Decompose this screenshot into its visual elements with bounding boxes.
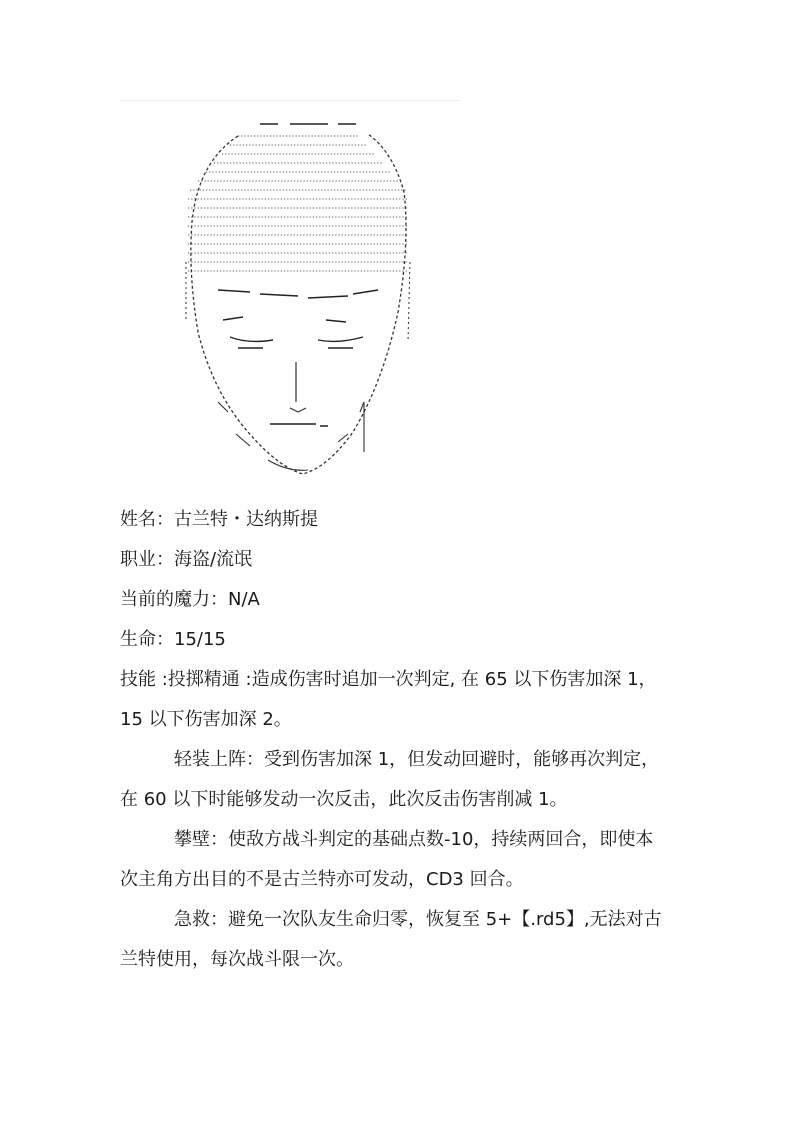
job-line: 职业：海盗/流氓 <box>120 549 253 570</box>
skill1-line1: 技能 :投掷精通 :造成伤害时追加一次判定, 在 65 以下伤害加深 1， <box>120 669 657 690</box>
hp-line: 生命：15/15 <box>120 629 226 650</box>
skill4-line1: 急救：避免一次队友生命归零，恢复至 5+【.rd5】,无法对古 <box>174 909 662 930</box>
skill1-line2: 15 以下伤害加深 2。 <box>120 709 292 730</box>
mouth <box>270 424 328 426</box>
skill3-line1: 攀壁：使敌方战斗判定的基础点数-10，持续两回合，即使本 <box>174 829 654 850</box>
character-sheet <box>120 500 690 980</box>
skill3-line2: 次主角方出目的不是古兰特亦可发动，CD3 回合。 <box>120 869 524 890</box>
skill2-line1: 轻装上阵：受到伤害加深 1，但发动回避时，能够再次判定， <box>174 749 660 770</box>
head-outline <box>191 134 406 474</box>
right-eyebrow <box>308 290 378 298</box>
left-eye <box>223 317 273 348</box>
right-eye <box>318 320 363 348</box>
nose <box>290 362 306 412</box>
skill4-line2: 兰特使用，每次战斗限一次。 <box>120 949 354 970</box>
magic-line: 当前的魔力：N/A <box>120 589 260 610</box>
top-divider <box>120 100 460 101</box>
hair-texture <box>188 136 408 271</box>
skill2-line2: 在 60 以下时能够发动一次反击，此次反击伤害削减 1。 <box>120 789 568 810</box>
name-line: 姓名：古兰特・达纳斯提 <box>120 509 318 530</box>
ascii-art-portrait <box>178 112 428 484</box>
left-eyebrow <box>218 290 298 296</box>
